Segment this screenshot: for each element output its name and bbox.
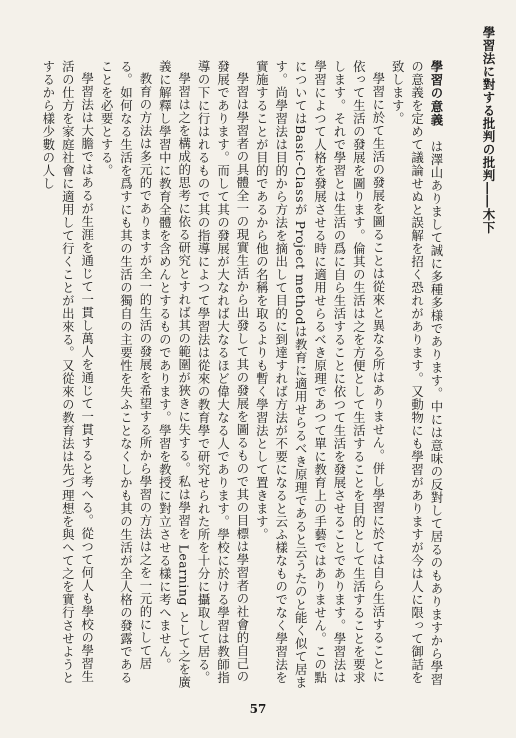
- paragraph-text: 學習法は大膽ではあるが生涯を通じて一貫し萬人を通じて一貫すると考へる。從つて何人も學校の學習生活の仕方を家庭社會に適用して行くことが出來る。又從來の教育法は先づ理想を與へて之を實行させようとするから樣少數の人し: [40, 60, 95, 684]
- paragraph-1: [388, 60, 446, 690]
- paragraph-text: 學習に於て生活の發展を圖ることは從來と異なる所はありません。併し學習に於ては自ら生活することに依って生活の發展を圖ります。倫其の生活は之を方便として生活することを目的として生活することを要求します。それで學習とは生活の爲に自ら生活することに依つて生活を發展させることであります。學習法は學習によつて人格を發展させる時に適用せらるべき原理であつて單に教育上の手藝ではありません。この點についてはBasic-Classが Project methodは教育に適用せらるべき原理であると云うたのと能く似て居ます。尚學習法は目的から方法を摘出して目的に到達すれば方法が不要になると云ふ樣なものでなく學習法を實施することが目的であるから他の名稱を取るよりも暫く學習法として置きます。: [254, 60, 386, 690]
- page-number: 57: [249, 702, 267, 716]
- paragraph-text: 學習は學習者の具體全一の現實生活から出發して其の發展を圖るもので其の目標は學習者の社會的自己の發展であります。而して其の發展が大なれば大なるほど偉大なる人であります。學校に於ける學習は教師指導の下に行はれるもので其の指導によつて學習法は從來の教育學で研究せられた所を十分に攝取して居る。: [196, 60, 250, 684]
- paragraph-text: 學習は之を構成的思考に依る研究とすれば其の範圍が狹きに失する。私は學習を Learning として之を廣義に解釋し學習中に教育全體を含めんとするものであります。學習を教授に對立させる樣に考へません。: [157, 60, 192, 689]
- paragraph-5: [97, 60, 155, 690]
- paragraph-2: [252, 60, 388, 690]
- paragraph-text: 教育の方法は多元的でありますが全一的生活の發展を希望する所から學習の方法は之を一元的にして居る。如何なる生活を爲すにも其の生活の獨自の主要性を失ふことなくしかも其の生活が全人格の發露であることを必要とする。: [99, 60, 153, 684]
- running-head: 學習法に對する批判の批判――木下: [481, 26, 496, 234]
- section-heading: 學習の意義: [429, 60, 444, 127]
- paragraph-4: [155, 60, 194, 690]
- paragraph-3: [194, 60, 252, 690]
- body-text: [36, 60, 446, 690]
- paragraph-6: [38, 60, 96, 690]
- paragraph-text: は澤山ありまして誠に多種多様であります。中には意味の反對して居るのもありますから學習の意義を定めて議論せぬと誤解を招く恐れがあります。又動物にも學習がありますが今は人に限って御話を致します。: [390, 60, 444, 686]
